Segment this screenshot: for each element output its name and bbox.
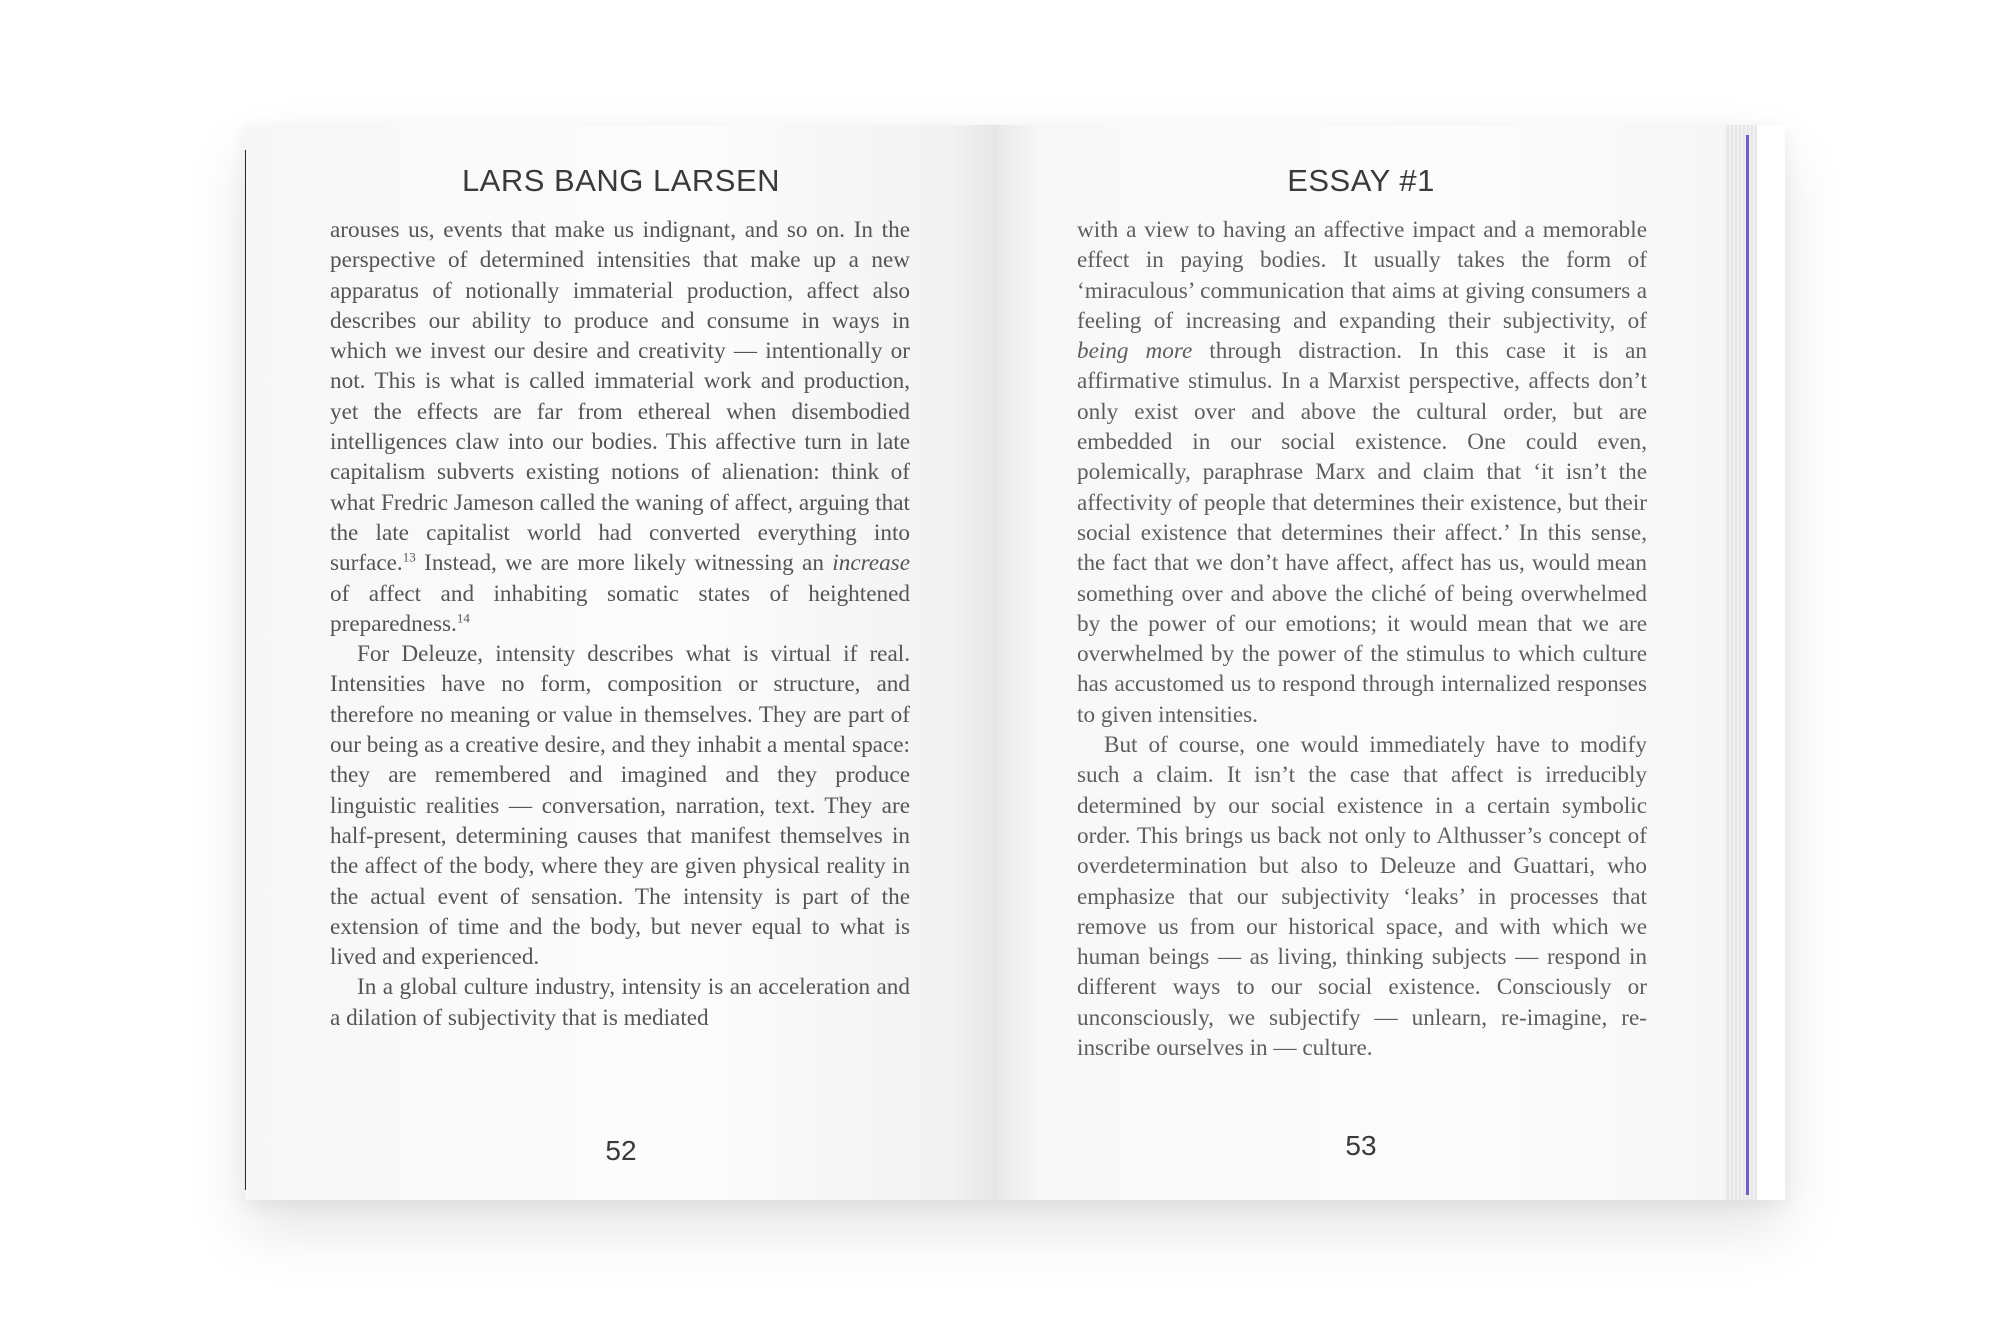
text-span: of affect and inhabiting somatic states of heightened preparedness. bbox=[330, 580, 910, 637]
page-number: 52 bbox=[605, 1135, 637, 1166]
paragraph: But of course, one would immediately have to modify such a claim. It isn’t the case that affect is irreducibly determined by our social existence in a certain symbolic order. This brings us back not only to Althusser’s concept of overdetermination but also to Deleuze and Guattari, who emphasize that our subjectivity ‘leaks’ in processes that remove us from our historical space, and with which we human beings — as living, thinking subjects — respond in different ways to our social existence. Consciously or unconsciously, we subjectify — unlearn, re-imagine, re-inscribe ourselves in — culture. bbox=[1077, 732, 1647, 1062]
footnote-marker: 14 bbox=[456, 610, 470, 626]
edge-accent bbox=[1746, 135, 1749, 1195]
text-span: arouses us, events that make us indignant, and so on. In the perspective of determined intensities that make up a new apparatus of notionally immaterial production, affect also describes our ability to produce and consume in ways in which we invest our desire and creativity — intentionally or not. This is what is called immaterial work and production, yet the effects are far from ethereal when disembodied intelligences claw into our bodies. This affective turn in late capitalism subverts existing notions of alienation: think of what Fredric Jameson called the waning of affect, arguing that the late capitalist world had converted everything into surface. bbox=[330, 217, 910, 577]
paragraph: In a global culture industry, intensity is an acceleration and a dilation of subjectivity that is mediated bbox=[330, 974, 910, 1031]
left-page bbox=[245, 125, 997, 1200]
page-edges bbox=[1725, 125, 1757, 1200]
text-span: with a view to having an affective impact and a memorable effect in paying bodies. It usually takes the form of ‘miraculous’ communication that aims at giving consumers a feeling of increasing and expanding their subjectivity, of bbox=[1077, 217, 1647, 334]
book-edge bbox=[245, 150, 246, 1190]
page-number: 53 bbox=[1345, 1130, 1377, 1161]
paragraph bbox=[1077, 215, 1647, 730]
left-page-body bbox=[330, 215, 910, 1033]
emphasis: increase bbox=[832, 550, 910, 577]
emphasis: being more bbox=[1077, 338, 1193, 365]
text-span: through distraction. In this case it is an affirmative stimulus. In a Marxist perspective, affects don’t only exist over and above the cultural order, but are embedded in our social existence. One could even, polemically, paraphrase Marx and claim that ‘it isn’t the affectivity of people that determines their existence, but their social existence that determines their affect.’ In this sense, the fact that we don’t have affect, affect has us, would mean something over and above the cliché of being overwhelmed by the power of our emotions; it would mean that we are overwhelmed by the power of the stimulus to which culture has accustomed us to respond through internalized responses to given intensities. bbox=[1077, 338, 1648, 728]
right-page bbox=[997, 125, 1757, 1200]
paragraph: For Deleuze, intensity describes what is virtual if real. Intensities have no form, composition or structure, and therefore no meaning or value in themselves. They are part of our being as a creative desire, and they inhabit a mental space: they are remembered and imagined and they produce linguistic realities — conversation, narration, text. They are half-present, determining causes that manifest themselves in the affect of the body, where they are given physical reality in the actual event of sensation. The intensity is part of the extension of time and the body, but never equal to what is lived and experienced. bbox=[330, 641, 910, 971]
right-page-body bbox=[1077, 215, 1647, 1063]
text-span: Instead, we are more likely witnessing an bbox=[415, 550, 833, 577]
running-head-author: LARS BANG LARSEN bbox=[461, 163, 781, 198]
footnote-marker: 13 bbox=[402, 549, 416, 565]
running-head-title: ESSAY #1 bbox=[1287, 163, 1435, 198]
open-book bbox=[245, 125, 1785, 1200]
paragraph bbox=[330, 215, 910, 639]
